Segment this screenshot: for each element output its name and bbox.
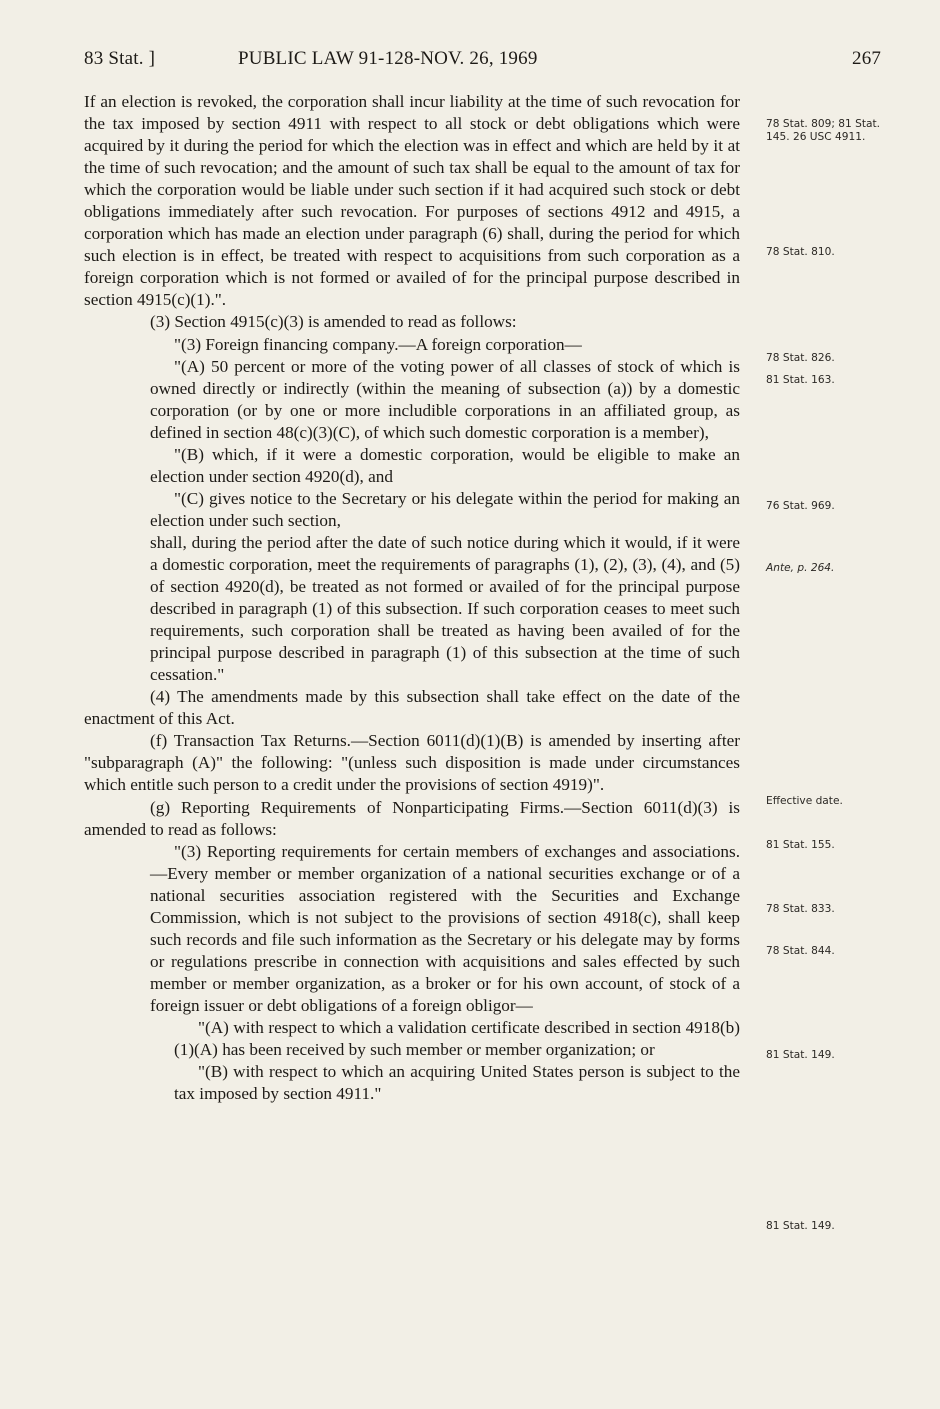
subparagraph-c: "(C) gives notice to the Secretary or his delegate within the period for making an election under such section, [150, 488, 740, 530]
subparagraph-b: "(B) which, if it were a domestic corporation, would be eligible to make an election under section 4920(d), and [150, 444, 740, 486]
subparagraph-a: "(A) 50 percent or more of the voting power of all classes of stock of which is owned directly or indirectly (within the meaning of subsection (a)) by a domestic corporation (or by one or more includible corporations in an affiliated group, as defined in section 48(c)(3)(C), of which such domestic corporation is a member), [150, 356, 740, 442]
margin-note: 78 Stat. 833. [766, 903, 835, 915]
paragraph-4-effective: (4) The amendments made by this subsection shall take effect on the date of the enactment of this Act. [84, 687, 740, 729]
margin-note: 76 Stat. 969. [766, 500, 835, 512]
running-head-title: PUBLIC LAW 91-128-NOV. 26, 1969 [238, 48, 538, 69]
running-head-citation: 83 Stat. ] [84, 48, 156, 69]
paragraph-revocation: If an election is revoked, the corporation shall incur liability at the time of such revocation for the tax imposed by section 4911 with respect to all stock or debt obligations which were acquired by it during the period for which the election was in effect and which are held by it at the time of such revocation; and the amount of such tax shall be equal to the amount of tax for which the corporation would be liable under such section if it had acquired such stock or debt obligations immediately after such revocation. For purposes of sections 4912 and 4915, a corporation which has made an election under paragraph (6) shall, during the period for which such election is in effect, be treated with respect to acquisitions from such corporation as a foreign corporation which is not formed or availed of for the principal purpose described in section 4915(c)(1).". [84, 92, 740, 310]
margin-note: 81 Stat. 149. [766, 1220, 835, 1232]
subparagraph-b-acquiring: "(B) with respect to which an acquiring United States person is subject to the tax imposed by section 4911." [174, 1062, 740, 1104]
page-number: 267 [852, 48, 882, 69]
margin-note: Ante, p. 264. [766, 562, 835, 574]
margin-note: 78 Stat. 810. [766, 246, 835, 258]
paragraph-3-reporting: "(3) Reporting requirements for certain members of exchanges and associations.—Every member or member organization of a national securities exchange or of a national securities association registered with the Securities and Exchange Commission, which is not subject to the provisions of section 4918(c), shall keep such records and file such information as the Secretary or his delegate may by forms or regulations prescribe in connection with acquisitions and sales effected by such member or member organization, as a broker or for his own account, of stock of a foreign issuer or debt obligations of a foreign obligor— [150, 841, 740, 1015]
margin-note: 78 Stat. 826. [766, 352, 835, 364]
subparagraph-a-validation: "(A) with respect to which a validation certificate described in section 4918(b)(1)(A) has been received by such member or member organization; or [174, 1017, 740, 1060]
margin-note: 81 Stat. 155. [766, 839, 835, 851]
margin-note: 78 Stat. 844. [766, 945, 835, 957]
margin-note: 81 Stat. 163. [766, 374, 835, 386]
margin-note: 78 Stat. 809; 81 Stat. 145. 26 USC 4911. [766, 118, 881, 143]
margin-note: Effective date. [766, 795, 843, 807]
paragraph-g-reporting: (g) Reporting Requirements of Nonparticipating Firms.—Section 6011(d)(3) is amended to read as follows: [84, 797, 740, 839]
paragraph-foreign-financing: "(3) Foreign financing company.—A foreign corporation— [174, 334, 582, 354]
margin-note: 81 Stat. 149. [766, 1049, 835, 1061]
paragraph-f-transaction: (f) Transaction Tax Returns.—Section 6011(d)(1)(B) is amended by inserting after "subparagraph (A)" the following: "(unless such disposition is made under circumstances which entitle such person to a credit under the provisions of section 4919)". [84, 731, 740, 795]
paragraph-shall: shall, during the period after the date of such notice during which it would, if it were a domestic corporation, meet the requirements of paragraphs (1), (2), (3), (4), and (5) of section 4920(d), be treated as not formed or availed of for the principal purpose described in paragraph (1) of this subsection. If such corporation ceases to meet such requirements, such corporation shall be treated as having been availed of for the principal purpose described in paragraph (1) of this subsection at the time of such cessation." [150, 532, 740, 685]
paragraph-3: (3) Section 4915(c)(3) is amended to read as follows: [150, 312, 517, 332]
body-text [84, 91, 740, 1105]
